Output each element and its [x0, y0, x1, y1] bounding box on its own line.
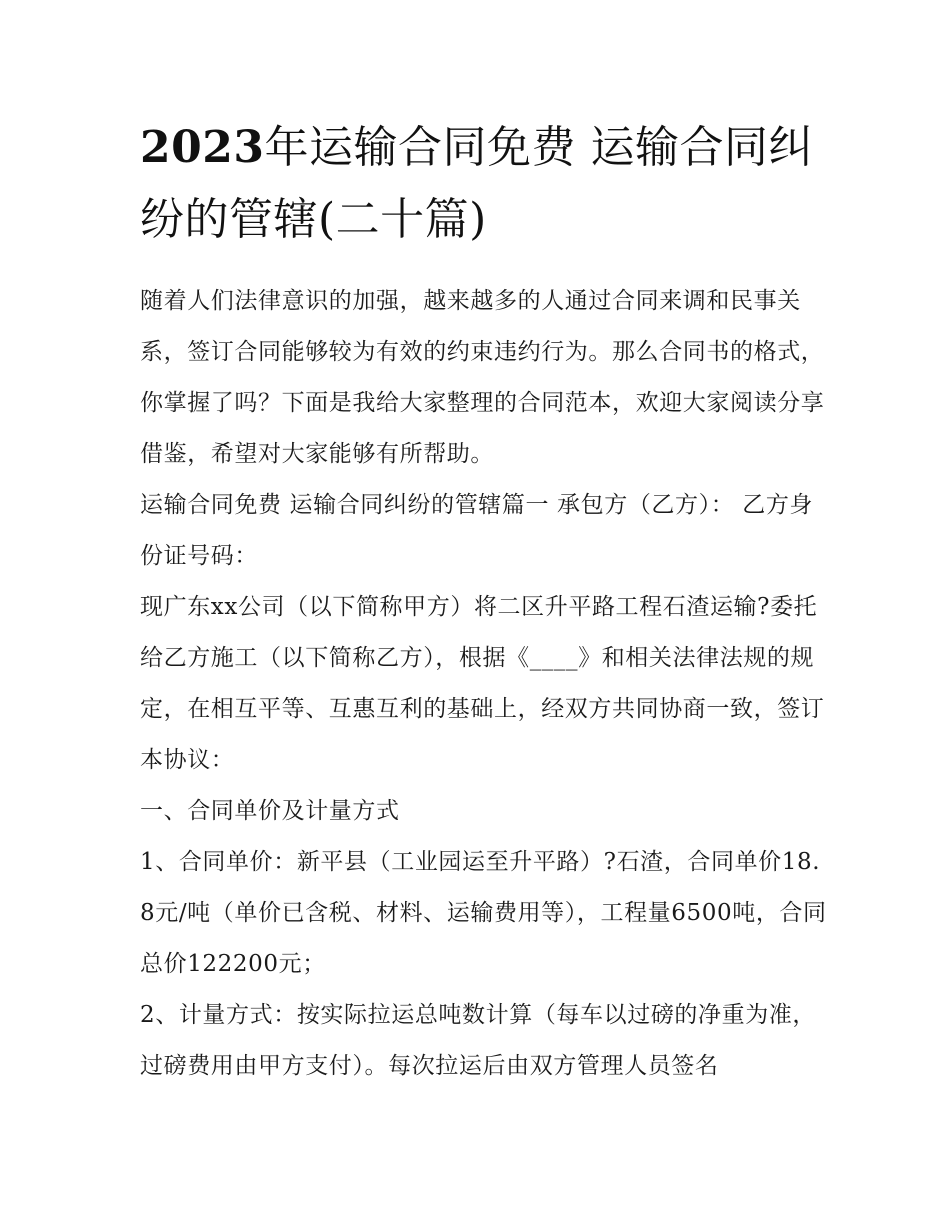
title-text: 年运输合同免费 运输合同纠纷的管辖(二十篇) [140, 122, 813, 245]
title-year: 2023 [140, 122, 265, 173]
contract-preamble-paragraph: 现广东xx公司（以下简称甲方）将二区升平路工程石渣运输?委托给乙方施工（以下简称乙方），根据《____》和相关法律法规的规定，在相互平等、互惠互利的基础上，经双方共同协商一致，签订本协议： [140, 594, 825, 773]
document-page [140, 112, 830, 1092]
contract-party-paragraph: 运输合同免费 运输合同纠纷的管辖篇一 承包方（乙方）： 乙方身份证号码： [140, 492, 814, 569]
clause-measurement: 2、计量方式：按实际拉运总吨数计算（每车以过磅的净重为准，过磅费用由甲方支付）。每次拉运后由双方管理人员签名 [140, 1002, 817, 1079]
intro-paragraph: 随着人们法律意识的加强，越来越多的人通过合同来调和民事关系，签订合同能够较为有效的约束违约行为。那么合同书的格式，你掌握了吗？下面是我给大家整理的合同范本，欢迎大家阅读分享借鉴，希望对大家能够有所帮助。 [140, 288, 825, 467]
clause-unit-price: 1、合同单价：新平县（工业园运至升平路）?石渣，合同单价18.8元/吨（单价已含税、材料、运输费用等），工程量6500吨，合同总价122200元； [140, 849, 827, 977]
document-title [140, 112, 830, 256]
section-heading: 一、合同单价及计量方式 [140, 798, 400, 824]
